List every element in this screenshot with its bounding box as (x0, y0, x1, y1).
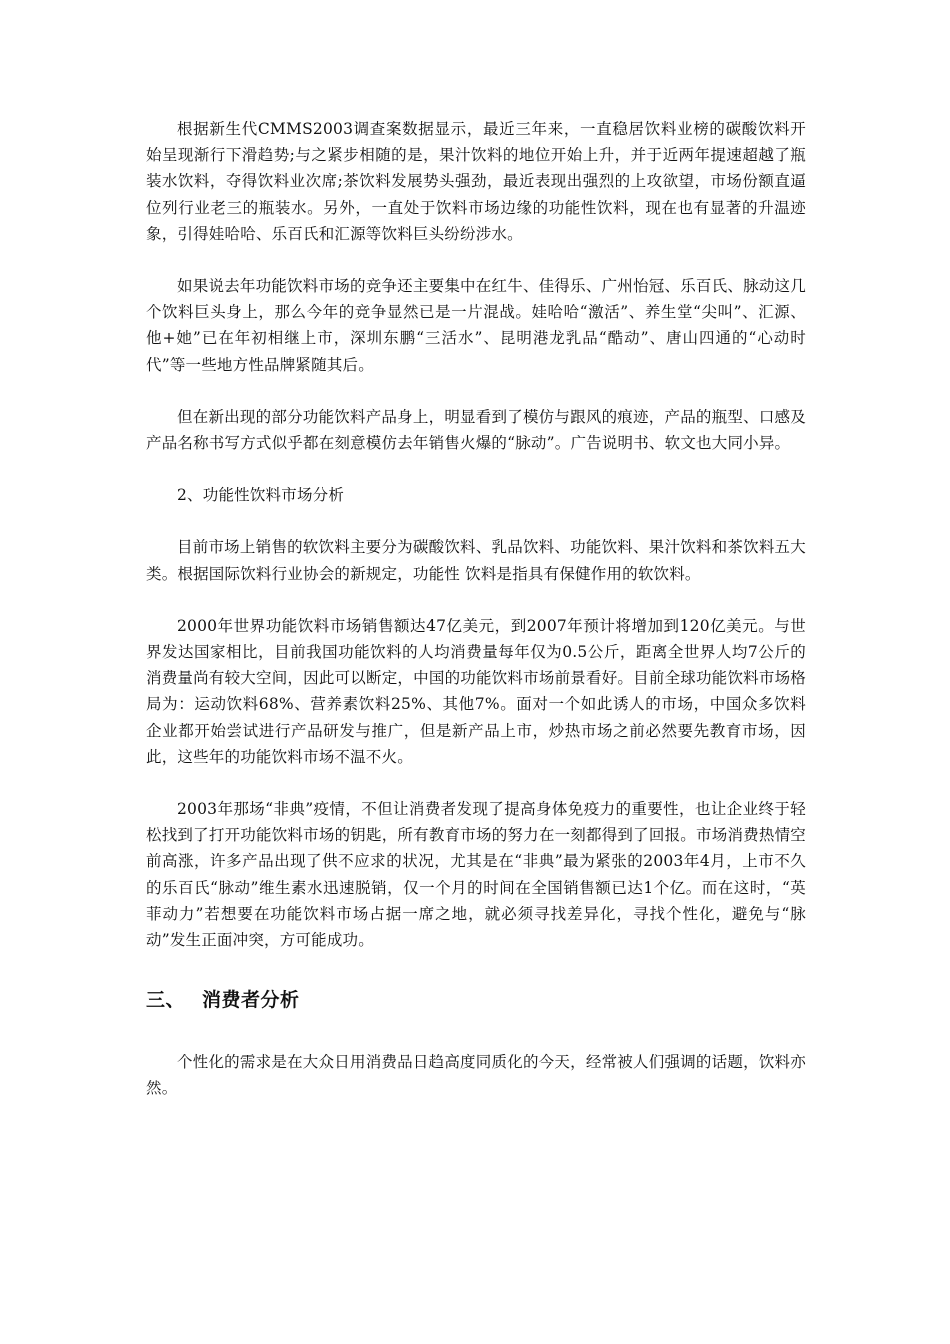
paragraph-beverage-trends: 根据新生代CMMS2003调查案数据显示，最近三年来，一直稳居饮料业榜的碳酸饮料开始呈现渐行下滑趋势;与之紧步相随的是，果汁饮料的地位开始上升，并于近两年提速超越了瓶装水饮料，夺得饮料业次席;茶饮料发展势头强劲，最近表现出强烈的上攻欲望，市场份额直逼位列行业老三的瓶装水。另外，一直处于饮料市场边缘的功能性饮料，现在也有显著的升温迹象，引得娃哈哈、乐百氏和汇源等饮料巨头纷纷涉水。 (146, 120, 806, 243)
document-page (146, 116, 806, 1102)
paragraph-soft-drink-categories: 目前市场上销售的软饮料主要分为碳酸饮料、乳品饮料、功能饮料、果汁饮料和茶饮料五大类。根据国际饮料行业协会的新规定，功能性 饮料是指具有保健作用的软饮料。 (146, 538, 806, 583)
paragraph-competition: 如果说去年功能饮料市场的竞争还主要集中在红牛、佳得乐、广州怡冠、乐百氏、脉动这几个饮料巨头身上，那么今年的竞争显然已是一片混战。娃哈哈“激活”、养生堂“尖叫”、汇源、他+她”已在年初相继上市，深圳东鹏“三活水”、昆明港龙乳品“酷动”、唐山四通的“心动时代”等一些地方性品牌紧随其后。 (146, 277, 806, 374)
section-heading (146, 987, 806, 1013)
section-title: 消费者分析 (202, 989, 300, 1012)
paragraph-world-market: 2000年世界功能饮料市场销售额达47亿美元，到2007年预计将增加到120亿美元。与世界发达国家相比，目前我国功能饮料的人均消费量每年仅为0.5公斤，距离全世界人均7公斤的消费量尚有较大空间，因此可以断定，中国的功能饮料市场前景看好。目前全球功能饮料市场格局为：运动饮料68%、营养素饮料25%、其他7%。面对一个如此诱人的市场，中国众多饮料企业都开始尝试进行产品研发与推广，但是新产品上市，炒热市场之前必然要先教育市场，因此，这些年的功能饮料市场不温不火。 (146, 616, 806, 766)
paragraph-personalization: 个性化的需求是在大众日用消费品日趋高度同质化的今天，经常被人们强调的话题，饮料亦然。 (146, 1053, 806, 1098)
section-number: 三、 (146, 989, 186, 1012)
subheading-functional-market-analysis: 2、功能性饮料市场分析 (177, 486, 345, 505)
paragraph-sars-impact: 2003年那场“非典”疫情，不但让消费者发现了提高身体免疫力的重要性，也让企业终于轻松找到了打开功能饮料市场的钥匙，所有教育市场的努力在一刻都得到了回报。市场消费热情空前高涨，许多产品出现了供不应求的状况，尤其是在“非典”最为紧张的2003年4月，上市不久的乐百氏“脉动”维生素水迅速脱销，仅一个月的时间在全国销售额已达1个亿。而在这时，“英菲动力”若想要在功能饮料市场占据一席之地，就必须寻找差异化，寻找个性化，避免与“脉动”发生正面冲突，方可能成功。 (146, 800, 806, 950)
paragraph-imitation: 但在新出现的部分功能饮料产品身上，明显看到了模仿与跟风的痕迹，产品的瓶型、口感及产品名称书写方式似乎都在刻意模仿去年销售火爆的“脉动”。广告说明书、软文也大同小异。 (146, 407, 806, 453)
